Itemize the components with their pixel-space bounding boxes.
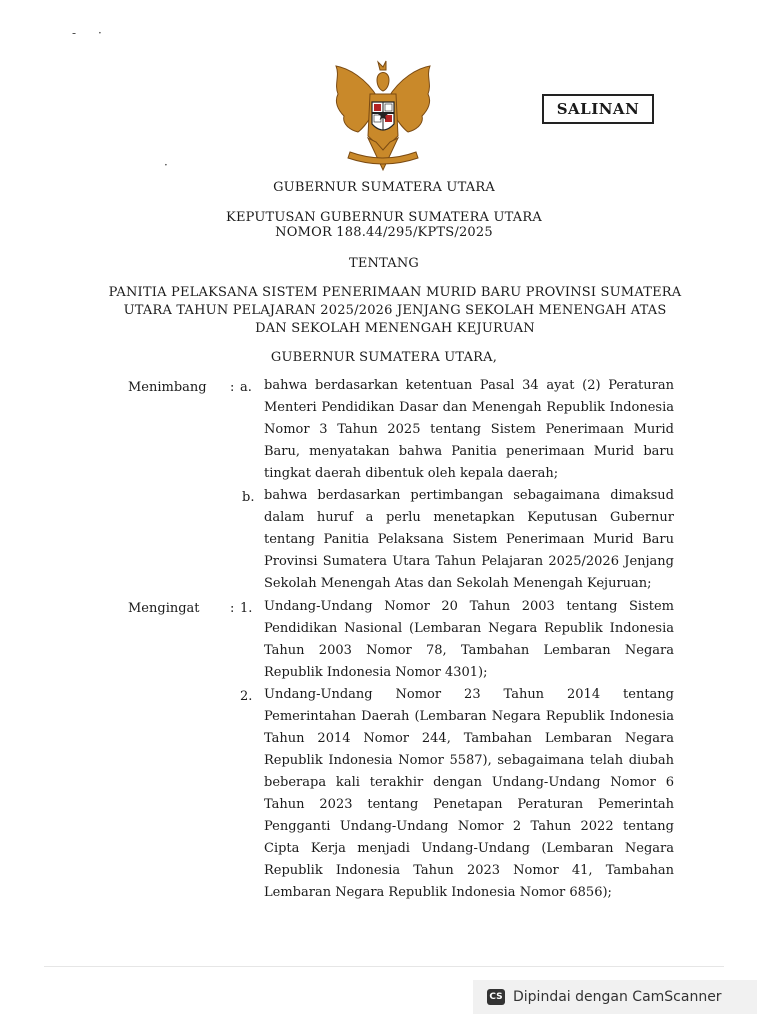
subject-line: PANITIA PELAKSANA SISTEM PENERIMAAN MURID BARU PROVINSI SUMATERA (108, 285, 682, 300)
mengingat-item-2: Undang-Undang Nomor 23 Tahun 2014 tentang Pemerintahan Daerah (Lembaran Negara Republik Indonesia Tahun 2014 Nomor 244, Tambahan Lembaran Negara Republik Indonesia Nomor 5587), sebagaimana telah diubah beberapa kali terakhir dengan Undang-Undang Nomor 6 Tahun 2023 tentang Penetapan Peraturan Pemerintah Pengganti Undang-Undang Nomor 2 Tahun 2022 tentang Cipta Kerja menjadi Undang-Undang (Lembaran Negara Republik Indonesia Tahun 2023 Nomor 41, Tambahan Lembaran Negara Republik Indonesia Nomor 6856); (264, 687, 674, 900)
mengingat-colon: : (230, 601, 235, 616)
copy-stamp: SALINAN (542, 94, 654, 124)
mengingat-item-1: Undang-Undang Nomor 20 Tahun 2003 tentang Sistem Pendidikan Nasional (Lembaran Negara Republik Indonesia Tahun 2003 Nomor 78, Tambahan Lembaran Negara Republik Indonesia Nomor 4301); (264, 599, 674, 680)
camscanner-watermark (473, 980, 757, 1014)
governor-address: GUBERNUR SUMATERA UTARA, (270, 350, 498, 365)
list-marker: 1. (240, 601, 253, 616)
list-marker: a. (240, 380, 252, 395)
menimbang-label: Menimbang (128, 380, 207, 395)
about-heading: TENTANG (348, 256, 420, 271)
scan-speck: · (98, 26, 102, 40)
governor-heading: GUBERNUR SUMATERA UTARA (273, 180, 495, 195)
page-edge (44, 966, 724, 967)
list-marker: 2. (240, 689, 253, 704)
list-marker: b. (242, 490, 255, 505)
menimbang-item-b: bahwa berdasarkan pertimbangan sebagaimana dimaksud dalam huruf a perlu menetapkan Keputusan Gubernur tentang Panitia Pelaksana Sistem Penerimaan Murid Baru Provinsi Sumatera Utara Tahun Pelajaran 2025/2026 Jenjang Sekolah Menengah Atas dan Sekolah Menengah Kejuruan; (264, 488, 674, 591)
camscanner-logo-icon: CS (487, 989, 505, 1005)
camscanner-text: Dipindai dengan CamScanner (513, 989, 722, 1005)
decree-number: NOMOR 188.44/295/KPTS/2025 (275, 225, 493, 240)
decree-heading (0, 210, 768, 240)
subject-line: UTARA TAHUN PELAJARAN 2025/2026 JENJANG SEKOLAH MENENGAH ATAS (123, 303, 667, 318)
garuda-emblem-icon (328, 58, 438, 174)
scan-speck: · (164, 158, 168, 172)
scan-speck: - (72, 26, 77, 40)
mengingat-label: Mengingat (128, 601, 200, 616)
decree-subject (95, 284, 695, 338)
menimbang-item-a: bahwa berdasarkan ketentuan Pasal 34 ayat (2) Peraturan Menteri Pendidikan Dasar dan Menengah Republik Indonesia Nomor 3 Tahun 2025 tentang Sistem Penerimaan Murid Baru, menyatakan bahwa Panitia penerimaan Murid baru tingkat daerah dibentuk oleh kepala daerah; (264, 378, 674, 481)
decree-title: KEPUTUSAN GUBERNUR SUMATERA UTARA (226, 210, 542, 225)
subject-line: DAN SEKOLAH MENENGAH KEJURUAN (255, 321, 535, 336)
menimbang-colon: : (230, 380, 235, 395)
